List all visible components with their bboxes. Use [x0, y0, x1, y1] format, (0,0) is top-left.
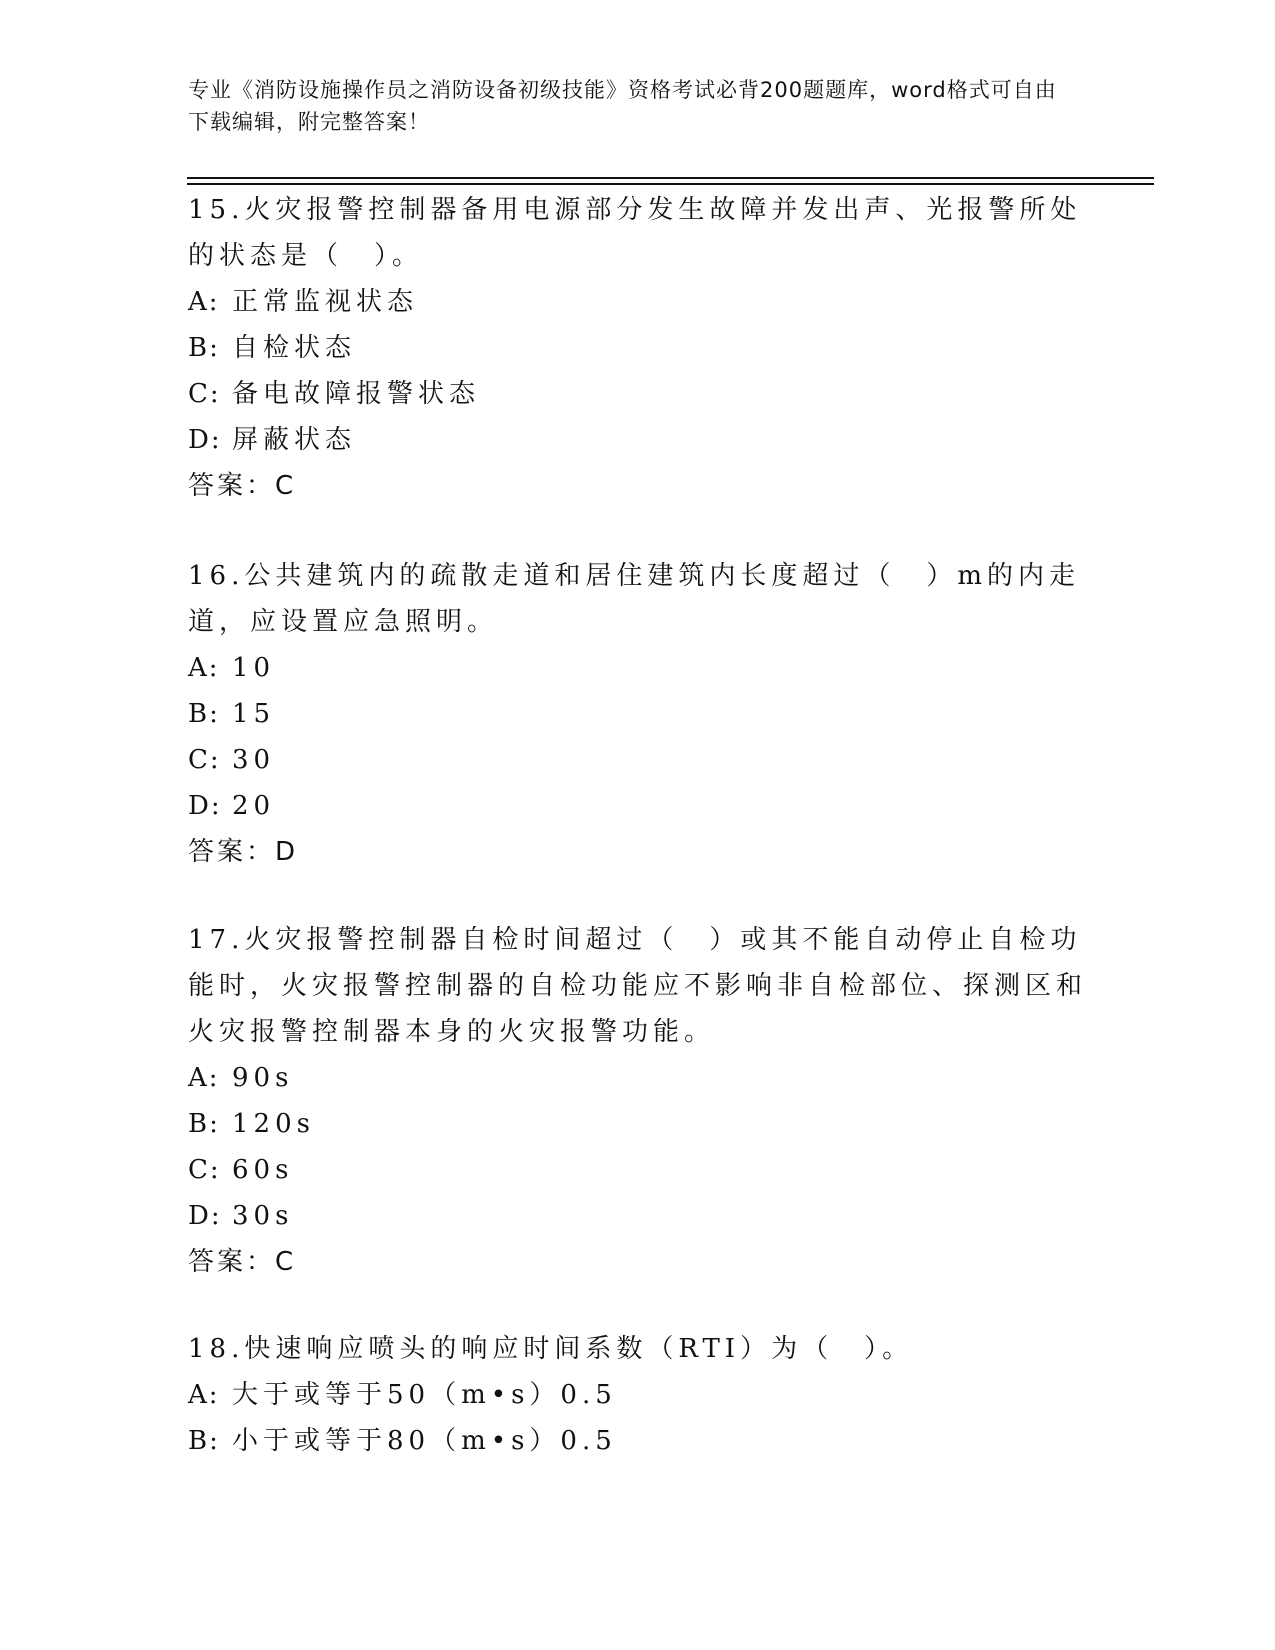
option-text: 10 [232, 653, 276, 683]
option-text: 大于或等于50（m•s）0.5 [232, 1380, 617, 1410]
option-letter: B: [188, 1109, 220, 1139]
option-text: 备电故障报警状态 [232, 379, 481, 409]
option-text: 120s [232, 1109, 315, 1139]
question-stem: 18.快速响应喷头的响应时间系数（RTI）为（ ）。 [188, 1334, 914, 1364]
option-c [188, 371, 1088, 417]
option-b [188, 1418, 1088, 1464]
answer: 答案：C [188, 471, 297, 501]
document-header: 专业《消防设施操作员之消防设备初级技能》资格考试必背200题题库，word格式可自由下载编辑，附完整答案！ [188, 78, 1057, 134]
option-text: 20 [232, 791, 276, 821]
option-d [188, 783, 1088, 829]
option-text: 自检状态 [232, 333, 357, 363]
question-17 [188, 917, 1088, 1285]
question-stem: 15.火灾报警控制器备用电源部分发生故障并发出声、光报警所处的状态是（ ）。 [188, 195, 1082, 271]
option-letter: D: [188, 791, 222, 821]
option-a [188, 279, 1088, 325]
option-b [188, 1101, 1088, 1147]
option-letter: C: [188, 1155, 221, 1185]
question-15 [188, 187, 1088, 509]
option-letter: C: [188, 745, 221, 775]
option-text: 60s [232, 1155, 294, 1185]
option-letter: A: [188, 1380, 220, 1410]
option-text: 15 [232, 699, 276, 729]
option-a [188, 645, 1088, 691]
option-text: 30 [232, 745, 276, 775]
question-stem: 17.火灾报警控制器自检时间超过（ ）或其不能自动停止自检功能时，火灾报警控制器的自检功能应不影响非自检部位、探测区和火灾报警控制器本身的火灾报警功能。 [188, 925, 1088, 1047]
option-text: 30s [232, 1201, 294, 1231]
option-a [188, 1372, 1088, 1418]
option-text: 屏蔽状态 [232, 425, 357, 455]
option-letter: B: [188, 1426, 220, 1456]
question-18 [188, 1326, 1088, 1464]
option-text: 小于或等于80（m•s）0.5 [232, 1426, 617, 1456]
option-text: 90s [232, 1063, 294, 1093]
option-letter: A: [188, 287, 220, 317]
option-letter: D: [188, 425, 222, 455]
option-letter: B: [188, 699, 220, 729]
option-d [188, 1193, 1088, 1239]
question-stem: 16.公共建筑内的疏散走道和居住建筑内长度超过（ ）m的内走道，应设置应急照明。 [188, 561, 1081, 637]
header-divider-bottom [187, 183, 1154, 185]
option-d [188, 417, 1088, 463]
option-letter: D: [188, 1201, 222, 1231]
option-b [188, 325, 1088, 371]
option-a [188, 1055, 1088, 1101]
option-c [188, 737, 1088, 783]
option-letter: A: [188, 1063, 220, 1093]
answer: 答案：C [188, 1247, 297, 1277]
option-letter: B: [188, 333, 220, 363]
option-letter: C: [188, 379, 221, 409]
option-text: 正常监视状态 [232, 287, 419, 317]
question-16 [188, 553, 1088, 875]
header-divider-top [187, 177, 1154, 179]
answer: 答案：D [188, 837, 299, 867]
option-letter: A: [188, 653, 220, 683]
option-c [188, 1147, 1088, 1193]
option-b [188, 691, 1088, 737]
